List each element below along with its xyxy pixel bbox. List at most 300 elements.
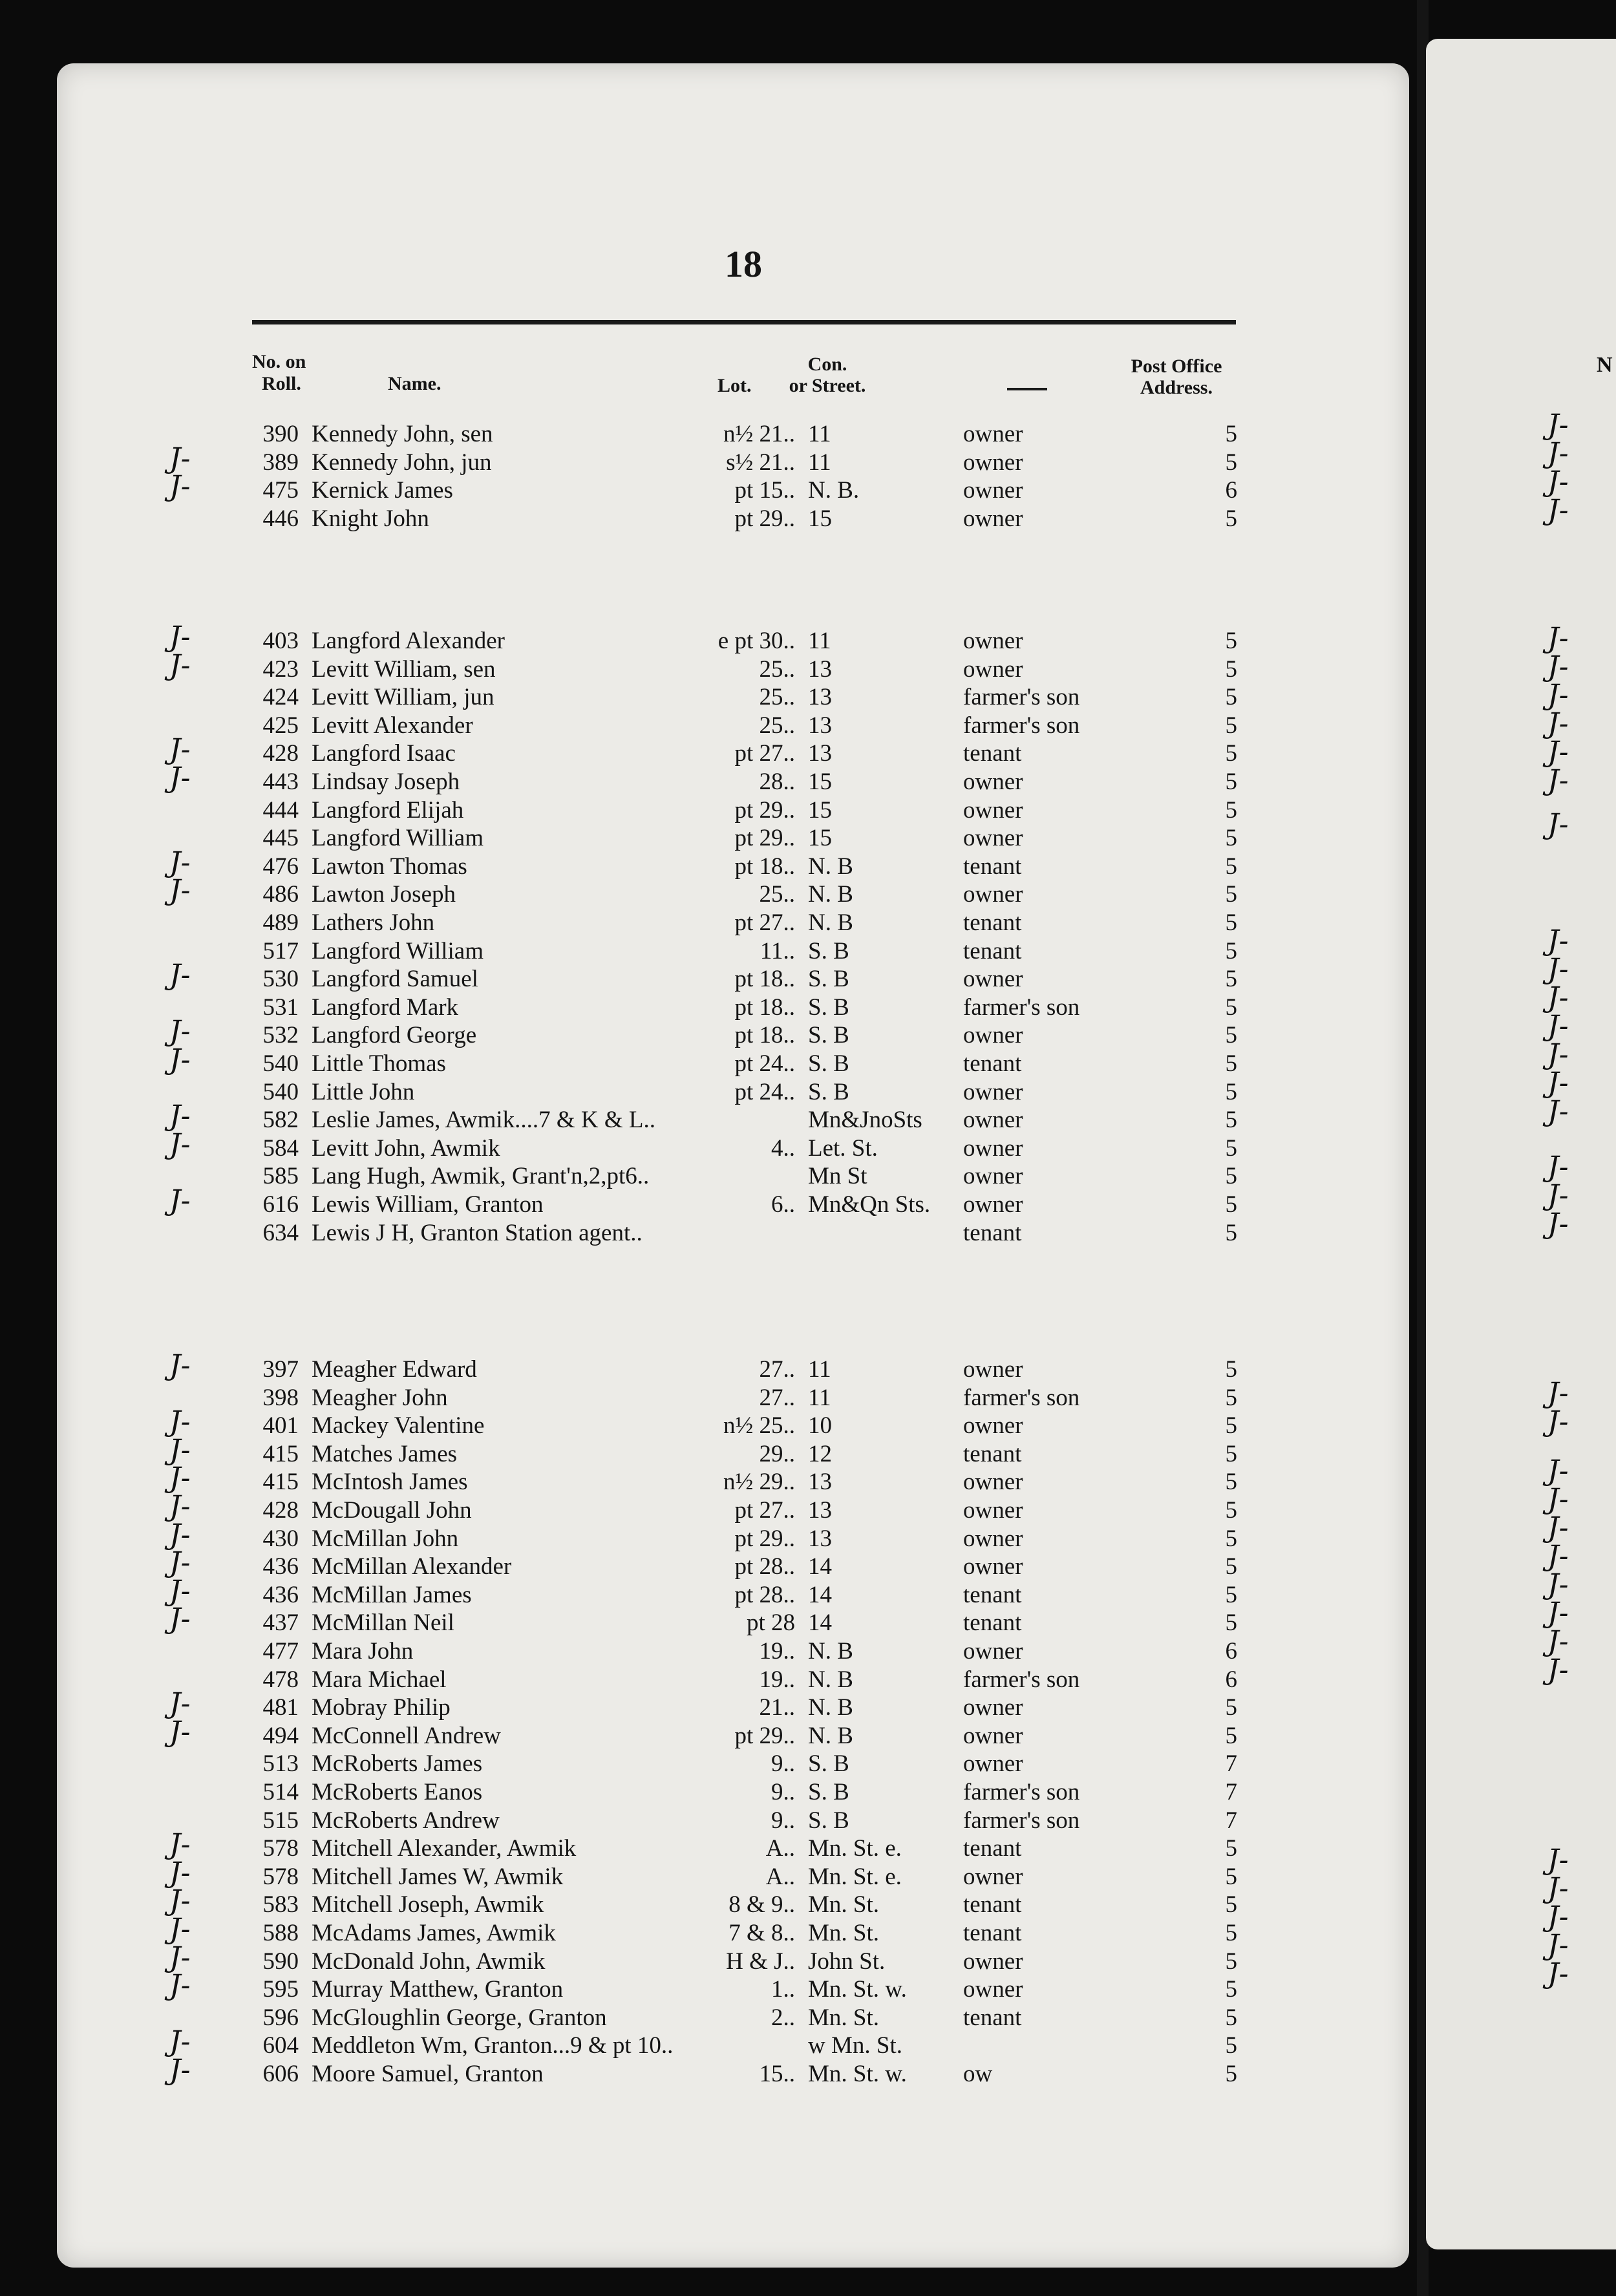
entry-name: Levitt Alexander xyxy=(312,712,473,739)
entry-roll: 443 xyxy=(262,769,299,795)
entry-lot: pt 28 xyxy=(746,1610,795,1636)
entry-con: N. B xyxy=(808,909,853,936)
handwritten-mark: J- xyxy=(169,1602,191,1635)
entry-name: McDonald John, Awmik xyxy=(312,1948,546,1975)
entry-lot: pt 15.. xyxy=(734,477,795,504)
handwritten-mark: J- xyxy=(169,1913,191,1946)
entry-po: 6 xyxy=(1225,1666,1237,1693)
entry-con: 11 xyxy=(808,628,831,654)
entry-po: 5 xyxy=(1225,1050,1237,1077)
entry-name: McRoberts James xyxy=(312,1750,483,1777)
entry-roll: 390 xyxy=(262,421,299,447)
entry-po: 5 xyxy=(1225,853,1237,880)
entry-lot: s½ 21.. xyxy=(726,449,795,476)
entry-con: w Mn. St. xyxy=(808,2032,902,2059)
entry-con: N. B xyxy=(808,881,853,908)
adjacent-page-handwritten-mark: J- xyxy=(1547,1095,1569,1128)
handwritten-mark: J- xyxy=(169,959,191,992)
entry-con: 13 xyxy=(808,740,832,767)
handwritten-mark: J- xyxy=(169,1462,191,1494)
entry-lot: pt 24.. xyxy=(734,1079,795,1105)
entry-roll: 423 xyxy=(262,656,299,683)
roll-header-line2: Roll. xyxy=(262,373,301,394)
entry-con: N. B xyxy=(808,1638,853,1664)
entry-po: 5 xyxy=(1225,797,1237,824)
entry-roll: 532 xyxy=(262,1022,299,1048)
entry-po: 5 xyxy=(1225,994,1237,1021)
entry-roll: 489 xyxy=(262,909,299,936)
entry-status: tenant xyxy=(963,1050,1022,1077)
entry-name: Kennedy John, sen xyxy=(312,421,493,447)
entry-po: 5 xyxy=(1225,505,1237,532)
entry-status: tenant xyxy=(963,938,1022,964)
entry-po: 5 xyxy=(1225,1469,1237,1495)
entry-con: S. B xyxy=(808,1079,849,1105)
entry-roll: 446 xyxy=(262,505,299,532)
entry-status: owner xyxy=(963,1723,1023,1749)
entry-po: 5 xyxy=(1225,1948,1237,1975)
entry-roll: 445 xyxy=(262,825,299,851)
entry-con: 13 xyxy=(808,1469,832,1495)
entry-con: 10 xyxy=(808,1412,832,1439)
handwritten-mark: J- xyxy=(169,1349,191,1382)
entry-po: 5 xyxy=(1225,1191,1237,1218)
adjacent-page-handwritten-mark: J- xyxy=(1547,437,1569,470)
entry-name: Levitt John, Awmik xyxy=(312,1135,500,1162)
entry-name: Lawton Thomas xyxy=(312,853,467,880)
entry-name: Lewis J H, Granton Station agent.. xyxy=(312,1220,643,1246)
entry-lot: 15.. xyxy=(759,2061,795,2087)
adjacent-page-handwritten-mark: J- xyxy=(1547,1929,1569,1962)
entry-po: 5 xyxy=(1225,1356,1237,1383)
entry-status: tenant xyxy=(963,909,1022,936)
adjacent-page-handwritten-mark: J- xyxy=(1547,1454,1569,1487)
entry-status: owner xyxy=(963,769,1023,795)
entry-con: Mn. St. e. xyxy=(808,1864,902,1890)
entry-roll: 398 xyxy=(262,1385,299,1411)
entry-po: 7 xyxy=(1225,1779,1237,1805)
entry-po: 5 xyxy=(1225,1610,1237,1636)
entry-name: Langford Elijah xyxy=(312,797,464,824)
entry-roll: 595 xyxy=(262,1976,299,2003)
entry-name: Lathers John xyxy=(312,909,435,936)
entry-po: 5 xyxy=(1225,769,1237,795)
entry-roll: 401 xyxy=(262,1412,299,1439)
entry-status: owner xyxy=(963,1638,1023,1664)
entry-roll: 425 xyxy=(262,712,299,739)
entry-roll: 428 xyxy=(262,740,299,767)
entry-status: ow xyxy=(963,2061,993,2087)
entry-status: farmer's son xyxy=(963,684,1080,710)
roll-header-line1: No. on xyxy=(252,351,306,372)
entry-name: Langford Mark xyxy=(312,994,459,1021)
entry-roll: 578 xyxy=(262,1864,299,1890)
entry-roll: 515 xyxy=(262,1807,299,1834)
handwritten-mark: J- xyxy=(169,1969,191,2002)
handwritten-mark: J- xyxy=(169,1184,191,1217)
entry-name: Meagher Edward xyxy=(312,1356,477,1383)
entry-roll: 475 xyxy=(262,477,299,504)
entry-con: 15 xyxy=(808,769,832,795)
entry-status: owner xyxy=(963,505,1023,532)
entry-po: 7 xyxy=(1225,1750,1237,1777)
handwritten-mark: J- xyxy=(169,621,191,654)
entry-con: 11 xyxy=(808,1385,831,1411)
handwritten-mark: J- xyxy=(169,1941,191,1974)
entry-lot: 7 & 8.. xyxy=(728,1920,795,1946)
entry-con: 13 xyxy=(808,1525,832,1552)
entry-status: owner xyxy=(963,1135,1023,1162)
entry-name: Langford Isaac xyxy=(312,740,456,767)
entry-roll: 540 xyxy=(262,1050,299,1077)
entry-status: owner xyxy=(963,1022,1023,1048)
entry-po: 5 xyxy=(1225,1079,1237,1105)
header-dash xyxy=(1007,388,1047,390)
entry-status: tenant xyxy=(963,1835,1022,1862)
entry-roll: 606 xyxy=(262,2061,299,2087)
entry-roll: 583 xyxy=(262,1891,299,1918)
adjacent-page-handwritten-mark: J- xyxy=(1547,924,1569,957)
entry-name: McMillan John xyxy=(312,1525,459,1552)
entry-name: Mitchell James W, Awmik xyxy=(312,1864,564,1890)
entry-name: Matches James xyxy=(312,1441,458,1467)
entry-status: owner xyxy=(963,1497,1023,1524)
adjacent-page-handwritten-mark: J- xyxy=(1547,1207,1569,1240)
entry-lot: 25.. xyxy=(759,656,795,683)
entry-name: Lindsay Joseph xyxy=(312,769,460,795)
post-office-header-line1: Post Office xyxy=(1131,356,1222,377)
entry-name: Langford George xyxy=(312,1022,477,1048)
entry-po: 5 xyxy=(1225,1891,1237,1918)
adjacent-page-handwritten-mark: J- xyxy=(1547,622,1569,655)
handwritten-mark: J- xyxy=(169,1043,191,1076)
entry-con: N. B. xyxy=(808,477,860,504)
entry-lot: 6.. xyxy=(771,1191,795,1218)
entry-name: McIntosh James xyxy=(312,1469,468,1495)
entry-lot: pt 27.. xyxy=(734,740,795,767)
adjacent-page-handwritten-mark: J- xyxy=(1547,764,1569,797)
entry-con: S. B xyxy=(808,1807,849,1834)
entry-po: 5 xyxy=(1225,2061,1237,2087)
entry-lot: H & J.. xyxy=(726,1948,795,1975)
entry-lot: pt 29.. xyxy=(734,825,795,851)
entry-status: owner xyxy=(963,1694,1023,1721)
name-header: Name. xyxy=(388,373,441,394)
entry-roll: 634 xyxy=(262,1220,299,1246)
entry-con: Mn&JnoSts xyxy=(808,1107,922,1133)
entry-status: farmer's son xyxy=(963,712,1080,739)
entry-lot: 4.. xyxy=(771,1135,795,1162)
entry-po: 5 xyxy=(1225,1864,1237,1890)
entry-con: Mn. St. xyxy=(808,1920,880,1946)
entry-status: tenant xyxy=(963,1610,1022,1636)
entry-roll: 476 xyxy=(262,853,299,880)
entry-name: McAdams James, Awmik xyxy=(312,1920,556,1946)
handwritten-mark: J- xyxy=(169,2054,191,2087)
adjacent-page-edge xyxy=(1426,39,1616,2249)
entry-lot: 25.. xyxy=(759,684,795,710)
lot-header: Lot. xyxy=(718,375,752,396)
entry-roll: 403 xyxy=(262,628,299,654)
entry-name: Lewis William, Granton xyxy=(312,1191,544,1218)
entry-name: Mobray Philip xyxy=(312,1694,451,1721)
entry-lot: pt 29.. xyxy=(734,797,795,824)
entry-lot: 25.. xyxy=(759,712,795,739)
entry-status: owner xyxy=(963,477,1023,504)
entry-con: S. B xyxy=(808,1750,849,1777)
entry-con: S. B xyxy=(808,994,849,1021)
handwritten-mark: J- xyxy=(169,1518,191,1551)
entry-con: N. B xyxy=(808,1666,853,1693)
entry-lot: 11.. xyxy=(760,938,795,964)
adjacent-page-handwritten-mark: J- xyxy=(1547,1957,1569,1990)
entry-con: 11 xyxy=(808,449,831,476)
entry-roll: 430 xyxy=(262,1525,299,1552)
entry-lot: pt 18.. xyxy=(734,966,795,992)
entry-status: farmer's son xyxy=(963,994,1080,1021)
entry-status: owner xyxy=(963,1107,1023,1133)
entry-con: S. B xyxy=(808,966,849,992)
entry-con: S. B xyxy=(808,1022,849,1048)
entry-con: Mn&Qn Sts. xyxy=(808,1191,931,1218)
entry-status: owner xyxy=(963,1079,1023,1105)
entry-name: Mackey Valentine xyxy=(312,1412,485,1439)
entry-name: Mitchell Joseph, Awmik xyxy=(312,1891,544,1918)
entry-con: Mn. St. w. xyxy=(808,1976,907,2003)
entry-lot: pt 27.. xyxy=(734,1497,795,1524)
entry-con: 15 xyxy=(808,797,832,824)
entry-roll: 478 xyxy=(262,1666,299,1693)
entry-con: 12 xyxy=(808,1441,832,1467)
adjacent-page-handwritten-mark: J- xyxy=(1547,981,1569,1014)
entry-lot: 21.. xyxy=(759,1694,795,1721)
entry-status: tenant xyxy=(963,1891,1022,1918)
handwritten-mark: J- xyxy=(169,1828,191,1861)
entry-lot: pt 29.. xyxy=(734,1525,795,1552)
entry-name: Lang Hugh, Awmik, Grant'n,2,pt6.. xyxy=(312,1163,650,1189)
entry-con: Mn. St. xyxy=(808,1891,880,1918)
adjacent-page-handwritten-mark: J- xyxy=(1547,1653,1569,1686)
entry-status: owner xyxy=(963,1191,1023,1218)
adjacent-page-header-fragment: N xyxy=(1597,353,1613,377)
adjacent-page-handwritten-mark: J- xyxy=(1547,1511,1569,1544)
entry-po: 5 xyxy=(1225,1385,1237,1411)
handwritten-mark: J- xyxy=(169,1434,191,1467)
entry-name: Mitchell Alexander, Awmik xyxy=(312,1835,577,1862)
handwritten-mark: J- xyxy=(169,1100,191,1132)
con-header-line2: or Street. xyxy=(789,375,866,396)
entry-roll: 477 xyxy=(262,1638,299,1664)
handwritten-mark: J- xyxy=(169,846,191,879)
handwritten-mark: J- xyxy=(169,1575,191,1608)
entry-po: 5 xyxy=(1225,881,1237,908)
handwritten-mark: J- xyxy=(169,1716,191,1749)
entry-po: 5 xyxy=(1225,1412,1237,1439)
entry-roll: 540 xyxy=(262,1079,299,1105)
entry-po: 5 xyxy=(1225,1022,1237,1048)
entry-roll: 481 xyxy=(262,1694,299,1721)
entry-con: 13 xyxy=(808,684,832,710)
handwritten-mark: J- xyxy=(169,874,191,907)
adjacent-page-handwritten-mark: J- xyxy=(1547,465,1569,498)
adjacent-page-handwritten-mark: J- xyxy=(1547,1010,1569,1043)
entry-po: 5 xyxy=(1225,1525,1237,1552)
entry-status: owner xyxy=(963,1525,1023,1552)
entry-name: Langford William xyxy=(312,825,484,851)
entry-po: 5 xyxy=(1225,1694,1237,1721)
adjacent-page-handwritten-mark: J- xyxy=(1547,953,1569,986)
entry-status: owner xyxy=(963,449,1023,476)
entry-name: McMillan James xyxy=(312,1582,472,1608)
entry-roll: 415 xyxy=(262,1469,299,1495)
entry-lot: pt 29.. xyxy=(734,505,795,532)
entry-name: Murray Matthew, Granton xyxy=(312,1976,564,2003)
adjacent-page-handwritten-mark: J- xyxy=(1547,808,1569,841)
adjacent-page-handwritten-mark: J- xyxy=(1547,1179,1569,1212)
adjacent-page-handwritten-mark: J- xyxy=(1547,736,1569,769)
entry-name: Little Thomas xyxy=(312,1050,446,1077)
handwritten-mark: J- xyxy=(169,2025,191,2058)
entry-po: 5 xyxy=(1225,909,1237,936)
entry-lot: pt 18.. xyxy=(734,994,795,1021)
entry-lot: pt 28.. xyxy=(734,1582,795,1608)
entry-name: McMillan Neil xyxy=(312,1610,454,1636)
entry-name: Langford Alexander xyxy=(312,628,505,654)
entry-status: owner xyxy=(963,1948,1023,1975)
entry-po: 5 xyxy=(1225,628,1237,654)
entry-status: tenant xyxy=(963,1582,1022,1608)
handwritten-mark: J- xyxy=(169,1015,191,1048)
entry-roll: 588 xyxy=(262,1920,299,1946)
entry-status: farmer's son xyxy=(963,1666,1080,1693)
adjacent-page-handwritten-mark: J- xyxy=(1547,679,1569,712)
entry-status: owner xyxy=(963,1356,1023,1383)
adjacent-page-handwritten-mark: J- xyxy=(1547,1540,1569,1573)
entry-lot: A.. xyxy=(765,1835,795,1862)
entry-po: 5 xyxy=(1225,1220,1237,1246)
entry-roll: 437 xyxy=(262,1610,299,1636)
entry-name: Langford William xyxy=(312,938,484,964)
entry-po: 5 xyxy=(1225,684,1237,710)
entry-con: N. B xyxy=(808,1694,853,1721)
adjacent-page-handwritten-mark: J- xyxy=(1547,1625,1569,1658)
entry-con: 14 xyxy=(808,1610,832,1636)
entry-name: Meddleton Wm, Granton...9 & pt 10.. xyxy=(312,2032,674,2059)
adjacent-page-handwritten-mark: J- xyxy=(1547,1151,1569,1184)
entry-con: 15 xyxy=(808,505,832,532)
handwritten-mark: J- xyxy=(169,649,191,682)
entry-status: owner xyxy=(963,881,1023,908)
entry-lot: 19.. xyxy=(759,1666,795,1693)
entry-name: McMillan Alexander xyxy=(312,1553,512,1580)
entry-roll: 424 xyxy=(262,684,299,710)
entry-name: Lawton Joseph xyxy=(312,881,456,908)
entry-name: Mara John xyxy=(312,1638,414,1664)
entry-status: tenant xyxy=(963,853,1022,880)
entry-lot: 2.. xyxy=(771,2004,795,2031)
entry-con: Mn. St. xyxy=(808,2004,880,2031)
con-header-line1: Con. xyxy=(807,354,847,375)
entry-con: S. B xyxy=(808,1779,849,1805)
entry-con: 11 xyxy=(808,1356,831,1383)
entry-po: 5 xyxy=(1225,1723,1237,1749)
entry-con: 15 xyxy=(808,825,832,851)
entry-name: McConnell Andrew xyxy=(312,1723,501,1749)
adjacent-page-handwritten-mark: J- xyxy=(1547,1038,1569,1071)
entry-roll: 494 xyxy=(262,1723,299,1749)
entry-lot: 1.. xyxy=(771,1976,795,2003)
entry-roll: 530 xyxy=(262,966,299,992)
entry-lot: 8 & 9.. xyxy=(728,1891,795,1918)
entry-roll: 604 xyxy=(262,2032,299,2059)
entry-roll: 436 xyxy=(262,1553,299,1580)
entry-po: 5 xyxy=(1225,421,1237,447)
entry-roll: 578 xyxy=(262,1835,299,1862)
entry-status: owner xyxy=(963,1864,1023,1890)
adjacent-page-handwritten-mark: J- xyxy=(1547,1067,1569,1100)
entry-lot: A.. xyxy=(765,1864,795,1890)
entry-status: tenant xyxy=(963,1441,1022,1467)
adjacent-page-handwritten-mark: J- xyxy=(1547,494,1569,527)
entry-roll: 616 xyxy=(262,1191,299,1218)
entry-con: 13 xyxy=(808,1497,832,1524)
entry-name: McRoberts Andrew xyxy=(312,1807,500,1834)
entry-name: Knight John xyxy=(312,505,429,532)
entry-lot: pt 18.. xyxy=(734,1022,795,1048)
entry-status: owner xyxy=(963,1163,1023,1189)
entry-con: 14 xyxy=(808,1553,832,1580)
entry-roll: 584 xyxy=(262,1135,299,1162)
entry-lot: 9.. xyxy=(771,1779,795,1805)
entry-status: owner xyxy=(963,825,1023,851)
entry-name: Little John xyxy=(312,1079,415,1105)
entry-lot: pt 24.. xyxy=(734,1050,795,1077)
entry-status: owner xyxy=(963,797,1023,824)
entry-lot: 25.. xyxy=(759,881,795,908)
entry-roll: 582 xyxy=(262,1107,299,1133)
entry-lot: pt 28.. xyxy=(734,1553,795,1580)
entry-po: 6 xyxy=(1225,1638,1237,1664)
entry-con: John St. xyxy=(808,1948,886,1975)
entry-con: Let. St. xyxy=(808,1135,878,1162)
entry-roll: 389 xyxy=(262,449,299,476)
entry-con: N. B xyxy=(808,1723,853,1749)
entry-lot: 29.. xyxy=(759,1441,795,1467)
entry-po: 5 xyxy=(1225,1135,1237,1162)
entry-po: 5 xyxy=(1225,1107,1237,1133)
entry-po: 5 xyxy=(1225,1441,1237,1467)
adjacent-page-handwritten-mark: J- xyxy=(1547,707,1569,740)
entry-con: 13 xyxy=(808,656,832,683)
entry-lot: 28.. xyxy=(759,769,795,795)
handwritten-mark: J- xyxy=(169,733,191,766)
adjacent-page-handwritten-mark: J- xyxy=(1547,1597,1569,1630)
entry-roll: 596 xyxy=(262,2004,299,2031)
entry-lot: 27.. xyxy=(759,1385,795,1411)
entry-po: 5 xyxy=(1225,938,1237,964)
entry-po: 5 xyxy=(1225,1920,1237,1946)
entry-name: Moore Samuel, Granton xyxy=(312,2061,544,2087)
entry-status: owner xyxy=(963,1469,1023,1495)
entry-po: 5 xyxy=(1225,825,1237,851)
entry-lot: pt 27.. xyxy=(734,909,795,936)
entry-con: S. B xyxy=(808,938,849,964)
entry-status: tenant xyxy=(963,2004,1022,2031)
entry-status: owner xyxy=(963,1976,1023,2003)
entry-po: 5 xyxy=(1225,1553,1237,1580)
entry-roll: 531 xyxy=(262,994,299,1021)
entry-lot: 27.. xyxy=(759,1356,795,1383)
